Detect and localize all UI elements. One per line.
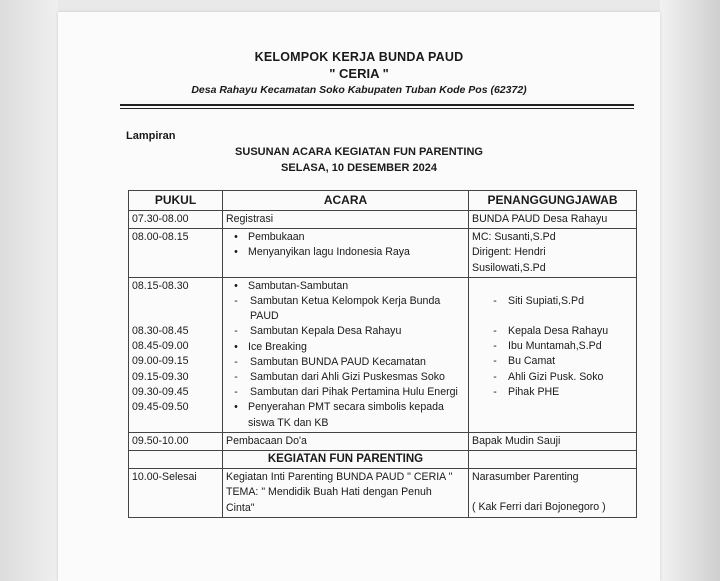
dash-icon: - [234, 386, 238, 399]
dash-icon: - [493, 325, 497, 338]
list-item: • Pembukaan [226, 230, 465, 245]
dash-icon: - [493, 385, 497, 398]
list-item: - Bu Camat [472, 354, 633, 369]
cell-acara: Kegiatan Inti Parenting BUNDA PAUD " CERIA " TEMA: " Mendidik Buah Hati dengan Penuh Cinta" [223, 469, 469, 518]
list-item: - Ahli Gizi Pusk. Soko [472, 370, 633, 385]
table-row [129, 432, 637, 450]
list-item: - Sambutan dari Pihak Pertamina Hulu Energi [226, 385, 465, 400]
table-header-row [129, 191, 637, 211]
header-rule-thick [120, 104, 634, 106]
bullet-icon: • [234, 401, 238, 414]
list-item: - Ibu Muntamah,S.Pd [472, 339, 633, 354]
lampiran-label: Lampiran [126, 130, 176, 142]
dash-icon: - [493, 355, 497, 368]
list-item: - Pihak PHE [472, 385, 633, 400]
bullet-icon: • [234, 340, 238, 353]
section-row [129, 451, 637, 469]
document-title: SUSUNAN ACARA KEGIATAN FUN PARENTING [235, 146, 483, 158]
cell-pj [469, 277, 637, 432]
dash-icon: - [234, 371, 238, 384]
cell-acara: Pembacaan Do'a [223, 432, 469, 450]
list-item: - Sambutan BUNDA PAUD Kecamatan [226, 355, 465, 370]
dash-icon: - [493, 340, 497, 353]
table-row [129, 229, 637, 278]
list-item: • Menyanyikan lagu Indonesia Raya [226, 245, 465, 260]
bullet-icon: • [234, 246, 238, 259]
cell-pukul: 08.15-08.30 08.30-08.45 08.45-09.00 09.00-09.15 09.15-09.30 09.30-09.45 09.45-09.50 [129, 277, 223, 432]
document-date: SELASA, 10 DESEMBER 2024 [281, 162, 437, 174]
cell-acara [223, 277, 469, 432]
section-title: KEGIATAN FUN PARENTING [223, 451, 469, 469]
cell-pukul: 09.50-10.00 [129, 432, 223, 450]
cell-pukul: 08.00-08.15 [129, 229, 223, 278]
table-row [129, 211, 637, 229]
org-address: Desa Rahayu Kecamatan Soko Kabupaten Tuban Kode Pos (62372) [191, 84, 527, 96]
dash-icon: - [234, 355, 238, 368]
cell-pj: Bapak Mudin Sauji [469, 432, 637, 450]
list-item: • Ice Breaking [226, 340, 465, 355]
cell-pukul: 07.30-08.00 [129, 211, 223, 229]
bullet-icon: • [234, 231, 238, 244]
table-row [129, 277, 637, 432]
cell-pukul: 10.00-Selesai [129, 469, 223, 518]
list-item: • Sambutan-Sambutan [226, 279, 465, 294]
dash-icon: - [234, 325, 238, 338]
table-row [129, 469, 637, 518]
list-item: - Siti Supiati,S.Pd [472, 294, 633, 309]
org-subtitle: " CERIA " [329, 66, 389, 81]
list-item: - Sambutan dari Ahli Gizi Puskesmas Soko [226, 370, 465, 385]
list-item: - Kepala Desa Rahayu [472, 324, 633, 339]
cell-pj: MC: Susanti,S.Pd Dirigent: Hendri Susilowati,S.Pd [469, 229, 637, 278]
cell-pj: Narasumber Parenting ( Kak Ferri dari Bojonegoro ) [469, 469, 637, 518]
list-item: • Penyerahan PMT secara simbolis kepada [226, 400, 465, 415]
dash-icon: - [234, 295, 238, 308]
cell-pj: BUNDA PAUD Desa Rahayu [469, 211, 637, 229]
header-acara: ACARA [223, 191, 469, 211]
header-penanggungjawab: PENANGGUNGJAWAB [469, 191, 637, 211]
list-item-continued: PAUD [250, 310, 279, 323]
list-item-continued: siswa TK dan KB [248, 416, 329, 429]
header-rule-thin [120, 108, 634, 109]
background-left [0, 0, 58, 581]
cell-acara [223, 229, 469, 278]
org-name: KELOMPOK KERJA BUNDA PAUD [254, 50, 464, 64]
background-right [660, 0, 720, 581]
header-pukul: PUKUL [129, 191, 223, 211]
cell-acara: Registrasi [223, 211, 469, 229]
dash-icon: - [493, 294, 497, 307]
list-item: - Sambutan Kepala Desa Rahayu [226, 324, 465, 339]
list-item: - Sambutan Ketua Kelompok Kerja Bunda [226, 294, 465, 309]
bullet-icon: • [234, 279, 238, 292]
schedule-table [128, 190, 637, 518]
dash-icon: - [493, 370, 497, 383]
